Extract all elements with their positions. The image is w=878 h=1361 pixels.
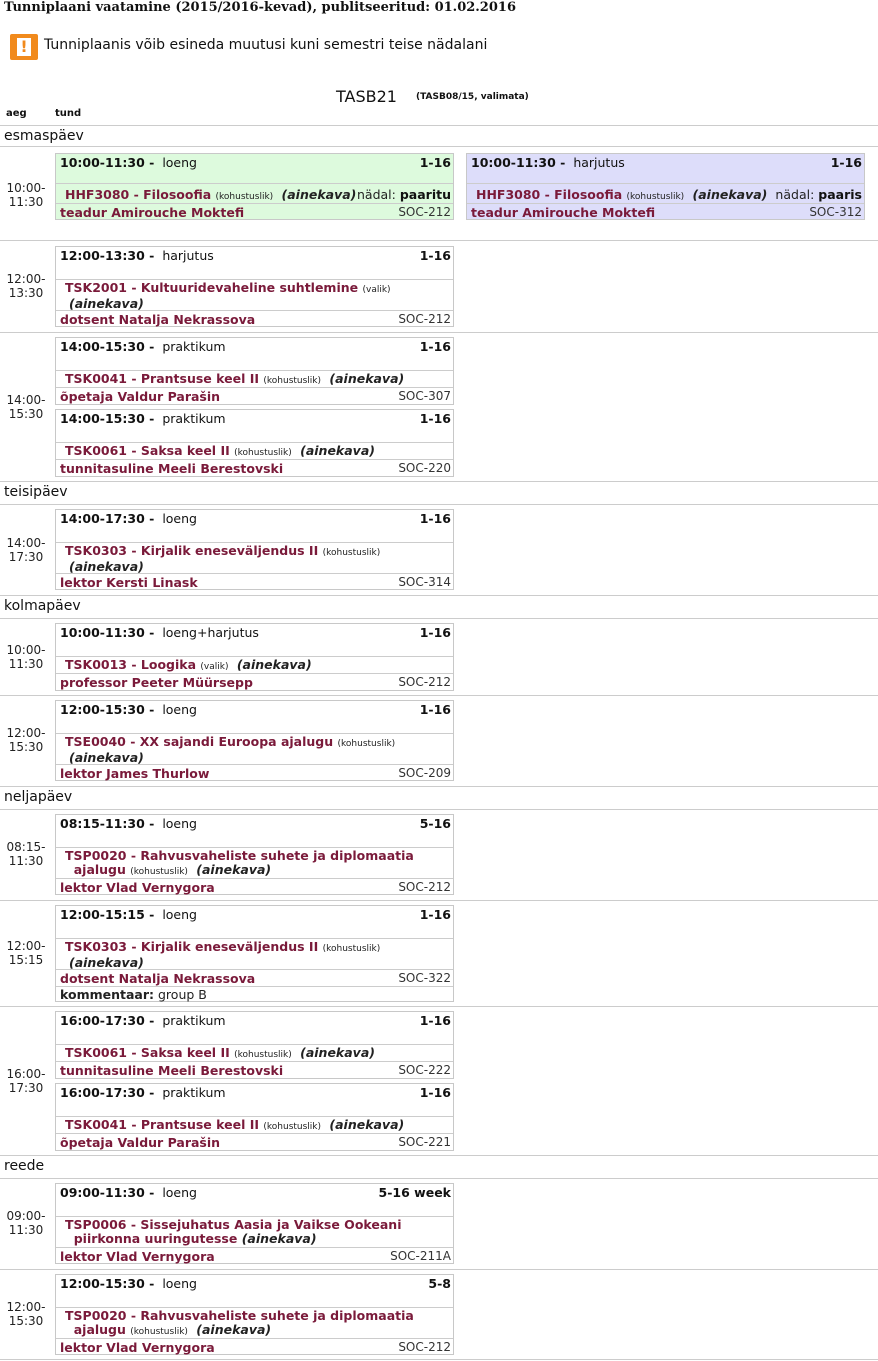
lesson-card[interactable] bbox=[55, 409, 454, 477]
room: SOC-212 bbox=[398, 880, 451, 894]
ainekava-link: (ainekava) bbox=[69, 955, 144, 970]
divider bbox=[0, 809, 878, 810]
room: SOC-314 bbox=[398, 575, 451, 589]
subject-link[interactable]: TSK2001 - Kultuuridevaheline suhtlemine (valik) (ainekava) bbox=[65, 280, 391, 311]
lesson-weeks: 5-16 week bbox=[378, 1185, 451, 1200]
lesson-time: 10:00-11:30 - loeng+harjutus bbox=[60, 625, 259, 640]
lesson-weeks: 1-16 bbox=[419, 248, 451, 263]
room: SOC-220 bbox=[398, 461, 451, 475]
group-title: TASB21 bbox=[336, 87, 397, 106]
ainekava-link: (ainekava) bbox=[300, 1045, 375, 1060]
divider bbox=[0, 595, 878, 596]
subject-link[interactable]: TSP0006 - Sissejuhatus Aasia ja Vaikse Ookeani piirkonna uuringutesse (ainekava) bbox=[65, 1217, 402, 1246]
lesson-weeks: 1-16 bbox=[419, 907, 451, 922]
lesson-time: 14:00-15:30 - praktikum bbox=[60, 339, 226, 354]
subject-link[interactable]: TSP0020 - Rahvusvaheliste suhete ja diplomaatia ajalugu (kohustuslik) (ainekava) bbox=[65, 1308, 414, 1337]
lesson-weeks: 1-16 bbox=[419, 1085, 451, 1100]
lesson-card[interactable] bbox=[55, 509, 454, 590]
time-slot: 14:00- 17:30 bbox=[6, 536, 46, 564]
lesson-weeks: 1-16 bbox=[830, 155, 862, 170]
divider bbox=[0, 695, 878, 696]
teacher-link[interactable]: teadur Amirouche Moktefi bbox=[471, 205, 656, 220]
room: SOC-209 bbox=[398, 766, 451, 780]
lesson-weeks: 5-16 bbox=[419, 816, 451, 831]
teacher-link[interactable]: dotsent Natalja Nekrassova bbox=[60, 312, 256, 327]
day-header-thursday: neljapäev bbox=[4, 789, 73, 805]
lesson-time: 12:00-15:30 - loeng bbox=[60, 1276, 197, 1291]
teacher-link[interactable]: lektor James Thurlow bbox=[60, 766, 210, 781]
divider bbox=[0, 481, 878, 482]
ainekava-link: (ainekava) bbox=[329, 371, 405, 386]
subject-link[interactable]: TSE0040 - XX sajandi Euroopa ajalugu (kohustuslik) (ainekava) bbox=[65, 734, 396, 765]
lesson-card[interactable] bbox=[55, 1183, 454, 1264]
subject-link[interactable]: HHF3080 - Filosoofia (kohustuslik) (ainekava) bbox=[65, 187, 357, 202]
lesson-card[interactable] bbox=[55, 337, 454, 405]
column-header-time: aeg bbox=[6, 108, 27, 119]
teacher-link[interactable]: lektor Kersti Linask bbox=[60, 575, 198, 590]
lesson-time: 12:00-15:30 - loeng bbox=[60, 702, 197, 717]
time-slot: 14:00- 15:30 bbox=[6, 393, 46, 421]
lesson-time: 16:00-17:30 - praktikum bbox=[60, 1085, 226, 1100]
lesson-card[interactable] bbox=[55, 1083, 454, 1151]
ainekava-link: (ainekava) bbox=[241, 1231, 317, 1246]
divider bbox=[0, 504, 878, 505]
room: SOC-222 bbox=[398, 1063, 451, 1077]
day-header-friday: reede bbox=[4, 1158, 45, 1174]
lesson-weeks: 5-8 bbox=[428, 1276, 451, 1291]
teacher-link[interactable]: õpetaja Valdur Parašin bbox=[60, 389, 221, 404]
time-slot: 16:00- 17:30 bbox=[6, 1067, 46, 1095]
time-slot: 08:15- 11:30 bbox=[6, 840, 46, 868]
lesson-time: 12:00-15:15 - loeng bbox=[60, 907, 197, 922]
room: SOC-212 bbox=[398, 312, 451, 326]
subject-link[interactable]: TSK0061 - Saksa keel II (kohustuslik) (ainekava) bbox=[65, 443, 375, 458]
ainekava-link: (ainekava) bbox=[281, 187, 357, 202]
lesson-time: 09:00-11:30 - loeng bbox=[60, 1185, 197, 1200]
subject-link[interactable]: TSK0061 - Saksa keel II (kohustuslik) (ainekava) bbox=[65, 1045, 375, 1060]
warning-text: Tunniplaanis võib esineda muutusi kuni semestri teise nädalani bbox=[44, 37, 488, 53]
divider bbox=[0, 146, 878, 147]
divider bbox=[0, 332, 878, 333]
lesson-weeks: 1-16 bbox=[419, 411, 451, 426]
subject-link[interactable]: TSP0020 - Rahvusvaheliste suhete ja diplomaatia ajalugu (kohustuslik) (ainekava) bbox=[65, 848, 414, 877]
warning-icon: ! bbox=[10, 34, 38, 60]
lesson-card[interactable] bbox=[55, 1011, 454, 1079]
divider bbox=[0, 1178, 878, 1179]
time-slot: 09:00- 11:30 bbox=[6, 1209, 46, 1237]
time-slot: 12:00- 15:30 bbox=[6, 1300, 46, 1328]
room: SOC-312 bbox=[809, 205, 862, 219]
subject-link[interactable]: TSK0303 - Kirjalik eneseväljendus II (kohustuslik) (ainekava) bbox=[65, 543, 381, 574]
subject-link[interactable]: TSK0013 - Loogika (valik) (ainekava) bbox=[65, 657, 312, 672]
lesson-time: 14:00-17:30 - loeng bbox=[60, 511, 197, 526]
room: SOC-212 bbox=[398, 675, 451, 689]
subject-link[interactable]: TSK0041 - Prantsuse keel II (kohustuslik) (ainekava) bbox=[65, 1117, 405, 1132]
lesson-comment: kommentaar: group B bbox=[60, 987, 207, 1002]
lesson-card[interactable] bbox=[55, 814, 454, 895]
ainekava-link: (ainekava) bbox=[236, 657, 312, 672]
lesson-weeks: 1-16 bbox=[419, 702, 451, 717]
time-slot: 10:00- 11:30 bbox=[6, 181, 46, 209]
lesson-time: 16:00-17:30 - praktikum bbox=[60, 1013, 226, 1028]
teacher-link[interactable]: lektor Vlad Vernygora bbox=[60, 1249, 215, 1264]
ainekava-link: (ainekava) bbox=[69, 296, 144, 311]
teacher-link[interactable]: lektor Vlad Vernygora bbox=[60, 880, 215, 895]
divider bbox=[0, 1155, 878, 1156]
lesson-time: 12:00-13:30 - harjutus bbox=[60, 248, 214, 263]
ainekava-link: (ainekava) bbox=[329, 1117, 405, 1132]
lesson-weeks: 1-16 bbox=[419, 625, 451, 640]
room: SOC-221 bbox=[398, 1135, 451, 1149]
ainekava-link: (ainekava) bbox=[196, 1322, 272, 1337]
lesson-time: 14:00-15:30 - praktikum bbox=[60, 411, 226, 426]
lesson-card[interactable] bbox=[55, 700, 454, 781]
lesson-weeks: 1-16 bbox=[419, 155, 451, 170]
lesson-card[interactable] bbox=[55, 246, 454, 327]
lesson-weeks: 1-16 bbox=[419, 339, 451, 354]
ainekava-link: (ainekava) bbox=[196, 862, 272, 877]
lesson-card[interactable] bbox=[55, 905, 454, 1002]
divider bbox=[0, 900, 878, 901]
teacher-link[interactable]: lektor Vlad Vernygora bbox=[60, 1340, 215, 1355]
lesson-card[interactable] bbox=[466, 153, 865, 220]
room: SOC-212 bbox=[398, 1340, 451, 1354]
divider bbox=[0, 125, 878, 126]
time-slot: 12:00- 15:30 bbox=[6, 726, 46, 754]
lesson-time: 10:00-11:30 - harjutus bbox=[471, 155, 625, 170]
week-parity: nädal: paaritu bbox=[356, 187, 451, 202]
teacher-link[interactable]: tunnitasuline Meeli Berestovski bbox=[60, 461, 284, 476]
subject-link[interactable]: TSK0041 - Prantsuse keel II (kohustuslik) (ainekava) bbox=[65, 371, 405, 386]
time-slot: 12:00- 13:30 bbox=[6, 272, 46, 300]
divider bbox=[0, 1269, 878, 1270]
lesson-card[interactable] bbox=[55, 1274, 454, 1355]
divider bbox=[0, 786, 878, 787]
page-title: Tunniplaani vaatamine (2015/2016-kevad), publitseeritud: 01.02.2016 bbox=[4, 0, 516, 15]
ainekava-link: (ainekava) bbox=[692, 187, 768, 202]
group-subtitle: (TASB08/15, valimata) bbox=[416, 92, 529, 102]
time-slot: 12:00- 15:15 bbox=[6, 939, 46, 967]
day-header-tuesday: teisipäev bbox=[4, 484, 68, 500]
day-header-wednesday: kolmapäev bbox=[4, 598, 81, 614]
lesson-time: 08:15-11:30 - loeng bbox=[60, 816, 197, 831]
teacher-link[interactable]: professor Peeter Müürsepp bbox=[60, 675, 253, 690]
lesson-card[interactable] bbox=[55, 623, 454, 691]
column-header-lesson: tund bbox=[55, 108, 82, 119]
divider bbox=[0, 1359, 878, 1360]
day-header-monday: esmaspäev bbox=[4, 128, 84, 144]
teacher-link[interactable]: teadur Amirouche Moktefi bbox=[60, 205, 245, 220]
divider bbox=[0, 240, 878, 241]
lesson-card[interactable] bbox=[55, 153, 454, 220]
ainekava-link: (ainekava) bbox=[69, 750, 144, 765]
time-slot: 10:00- 11:30 bbox=[6, 643, 46, 671]
teacher-link[interactable]: õpetaja Valdur Parašin bbox=[60, 1135, 221, 1150]
ainekava-link: (ainekava) bbox=[69, 559, 144, 574]
divider bbox=[0, 1006, 878, 1007]
subject-link[interactable]: TSK0303 - Kirjalik eneseväljendus II (kohustuslik) (ainekava) bbox=[65, 939, 381, 970]
room: SOC-212 bbox=[398, 205, 451, 219]
lesson-weeks: 1-16 bbox=[419, 511, 451, 526]
divider bbox=[0, 618, 878, 619]
lesson-time: 10:00-11:30 - loeng bbox=[60, 155, 197, 170]
ainekava-link: (ainekava) bbox=[300, 443, 375, 458]
room: SOC-211A bbox=[390, 1249, 451, 1263]
teacher-link[interactable]: dotsent Natalja Nekrassova bbox=[60, 971, 256, 986]
week-parity: nädal: paaris bbox=[775, 187, 862, 202]
room: SOC-307 bbox=[398, 389, 451, 403]
lesson-weeks: 1-16 bbox=[419, 1013, 451, 1028]
teacher-link[interactable]: tunnitasuline Meeli Berestovski bbox=[60, 1063, 284, 1078]
subject-link[interactable]: HHF3080 - Filosoofia (kohustuslik) (ainekava) bbox=[476, 187, 768, 202]
room: SOC-322 bbox=[398, 971, 451, 985]
